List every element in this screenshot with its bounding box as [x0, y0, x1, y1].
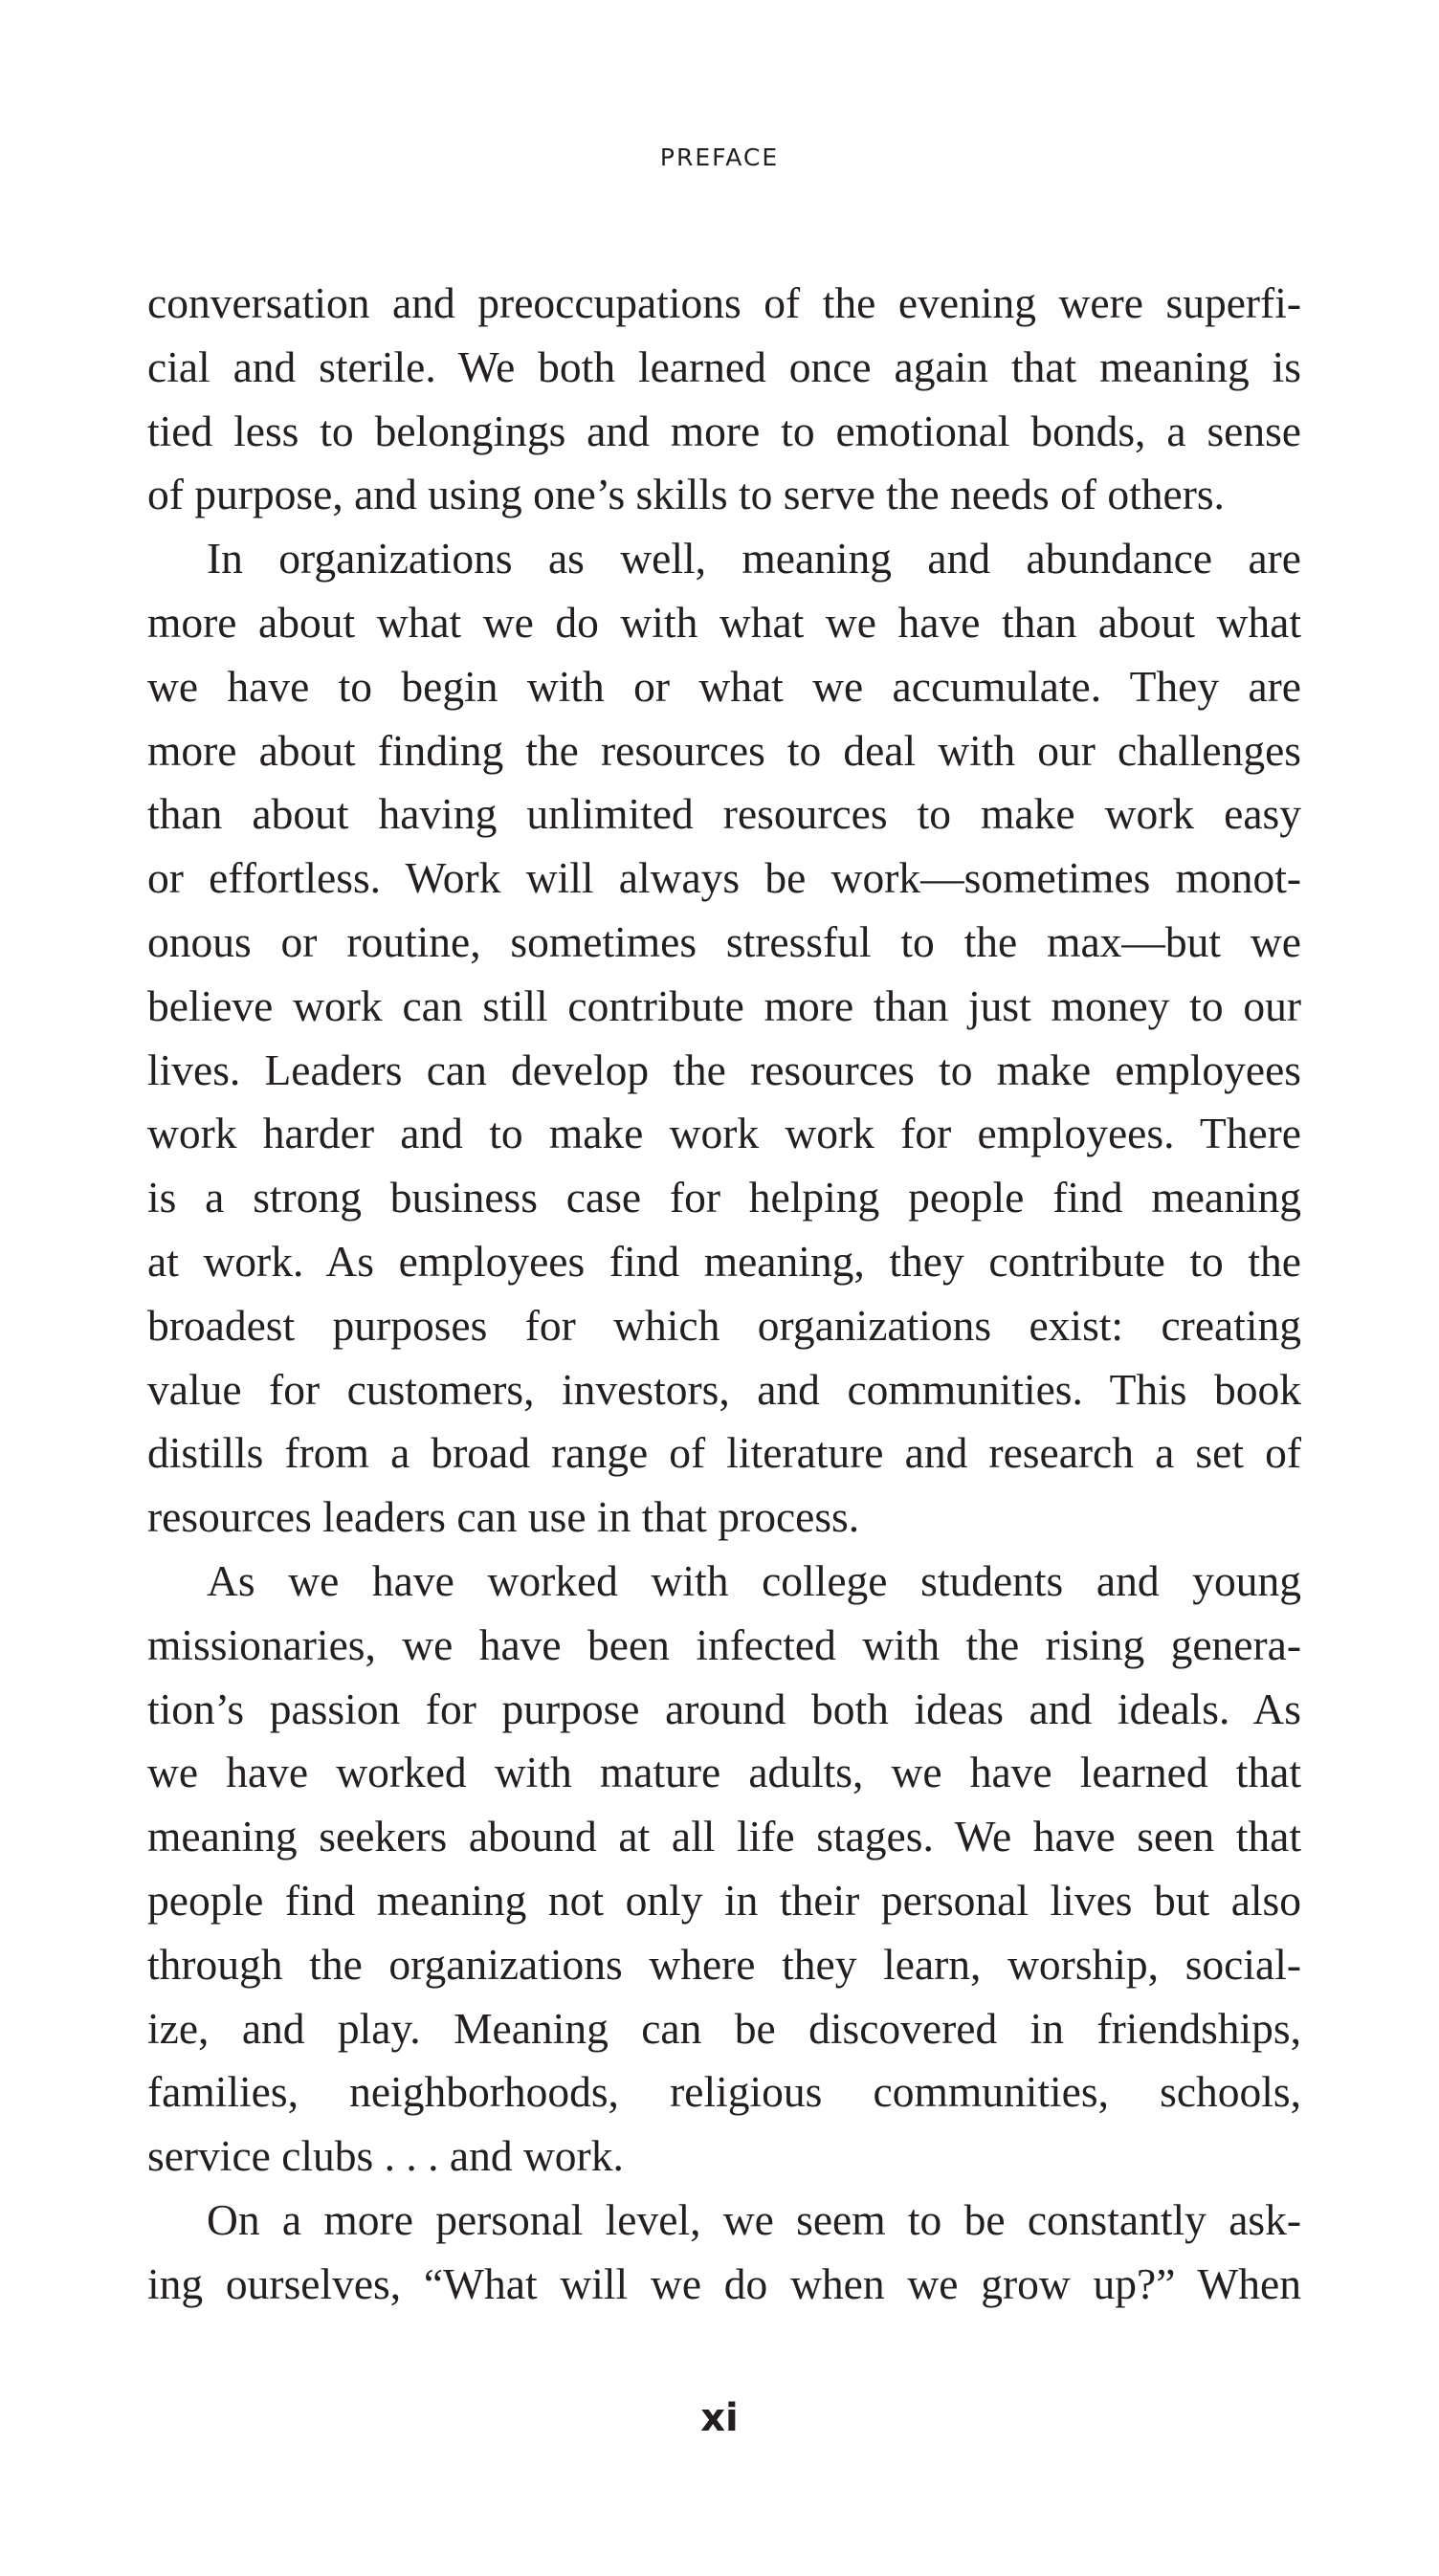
- text-line: tion’s passion for purpose around both ideas and ideals. As: [147, 1684, 1301, 1733]
- text-line: more about finding the resources to deal with our challenges: [147, 725, 1301, 775]
- text-line: In organizations as well, meaning and abundance are: [207, 534, 1301, 583]
- text-line: On a more personal level, we seem to be constantly ask-: [207, 2194, 1301, 2244]
- text-line: work harder and to make work work for employees. There: [147, 1109, 1301, 1158]
- text-line: tied less to belongings and more to emotional bonds, a sense: [147, 406, 1301, 455]
- text-line: is a strong business case for helping people find meaning: [147, 1173, 1301, 1222]
- text-line: of purpose, and using one’s skills to serve the needs of others.: [147, 470, 1225, 519]
- text-line: onous or routine, sometimes stressful to the max—but we: [147, 916, 1301, 966]
- text-line: at work. As employees find meaning, they contribute to the: [147, 1236, 1301, 1286]
- text-line: meaning seekers abound at all life stages. We have seen that: [147, 1812, 1301, 1861]
- text-line: than about having unlimited resources to make work easy: [147, 789, 1301, 839]
- text-line: broadest purposes for which organizations exist: creating: [147, 1300, 1301, 1350]
- text-line: conversation and preoccupations of the evening were superfi-: [147, 278, 1301, 327]
- paragraph: [147, 1550, 1301, 2189]
- running-head: PREFACE: [659, 143, 780, 171]
- text-line: through the organizations where they learn, worship, social-: [147, 1939, 1301, 1989]
- paragraph: [147, 2189, 1301, 2317]
- text-line: we have worked with mature adults, we have learned that: [147, 1748, 1301, 1797]
- text-line: distills from a broad range of literature and research a set of: [147, 1428, 1301, 1478]
- text-line: missionaries, we have been infected with the rising genera-: [147, 1619, 1301, 1669]
- paragraph: [147, 272, 1301, 527]
- text-line: we have to begin with or what we accumulate. They are: [147, 661, 1301, 711]
- text-line: ing ourselves, “What will we do when we grow up?” When: [147, 2258, 1301, 2308]
- paragraph: [147, 527, 1301, 1550]
- page-number: xi: [700, 2396, 739, 2440]
- text-line: service clubs . . . and work.: [147, 2131, 624, 2181]
- text-line: more about what we do with what we have than about what: [147, 597, 1301, 647]
- text-line: value for customers, investors, and communities. This book: [147, 1364, 1301, 1414]
- text-line: people find meaning not only in their personal lives but also: [147, 1875, 1301, 1925]
- text-line: ize, and play. Meaning can be discovered in friendships,: [147, 2003, 1301, 2053]
- text-line: or effortless. Work will always be work—sometimes monot-: [147, 853, 1301, 903]
- text-line: resources leaders can use in that process.: [147, 1492, 860, 1542]
- text-line: cial and sterile. We both learned once again that meaning is: [147, 341, 1301, 391]
- text-line: As we have worked with college students and young: [207, 1555, 1301, 1605]
- text-line: lives. Leaders can develop the resources to make employees: [147, 1045, 1301, 1094]
- text-line: believe work can still contribute more than just money to our: [147, 980, 1301, 1030]
- body-text: [147, 272, 1301, 2317]
- text-line: families, neighborhoods, religious communities, schools,: [147, 2067, 1301, 2117]
